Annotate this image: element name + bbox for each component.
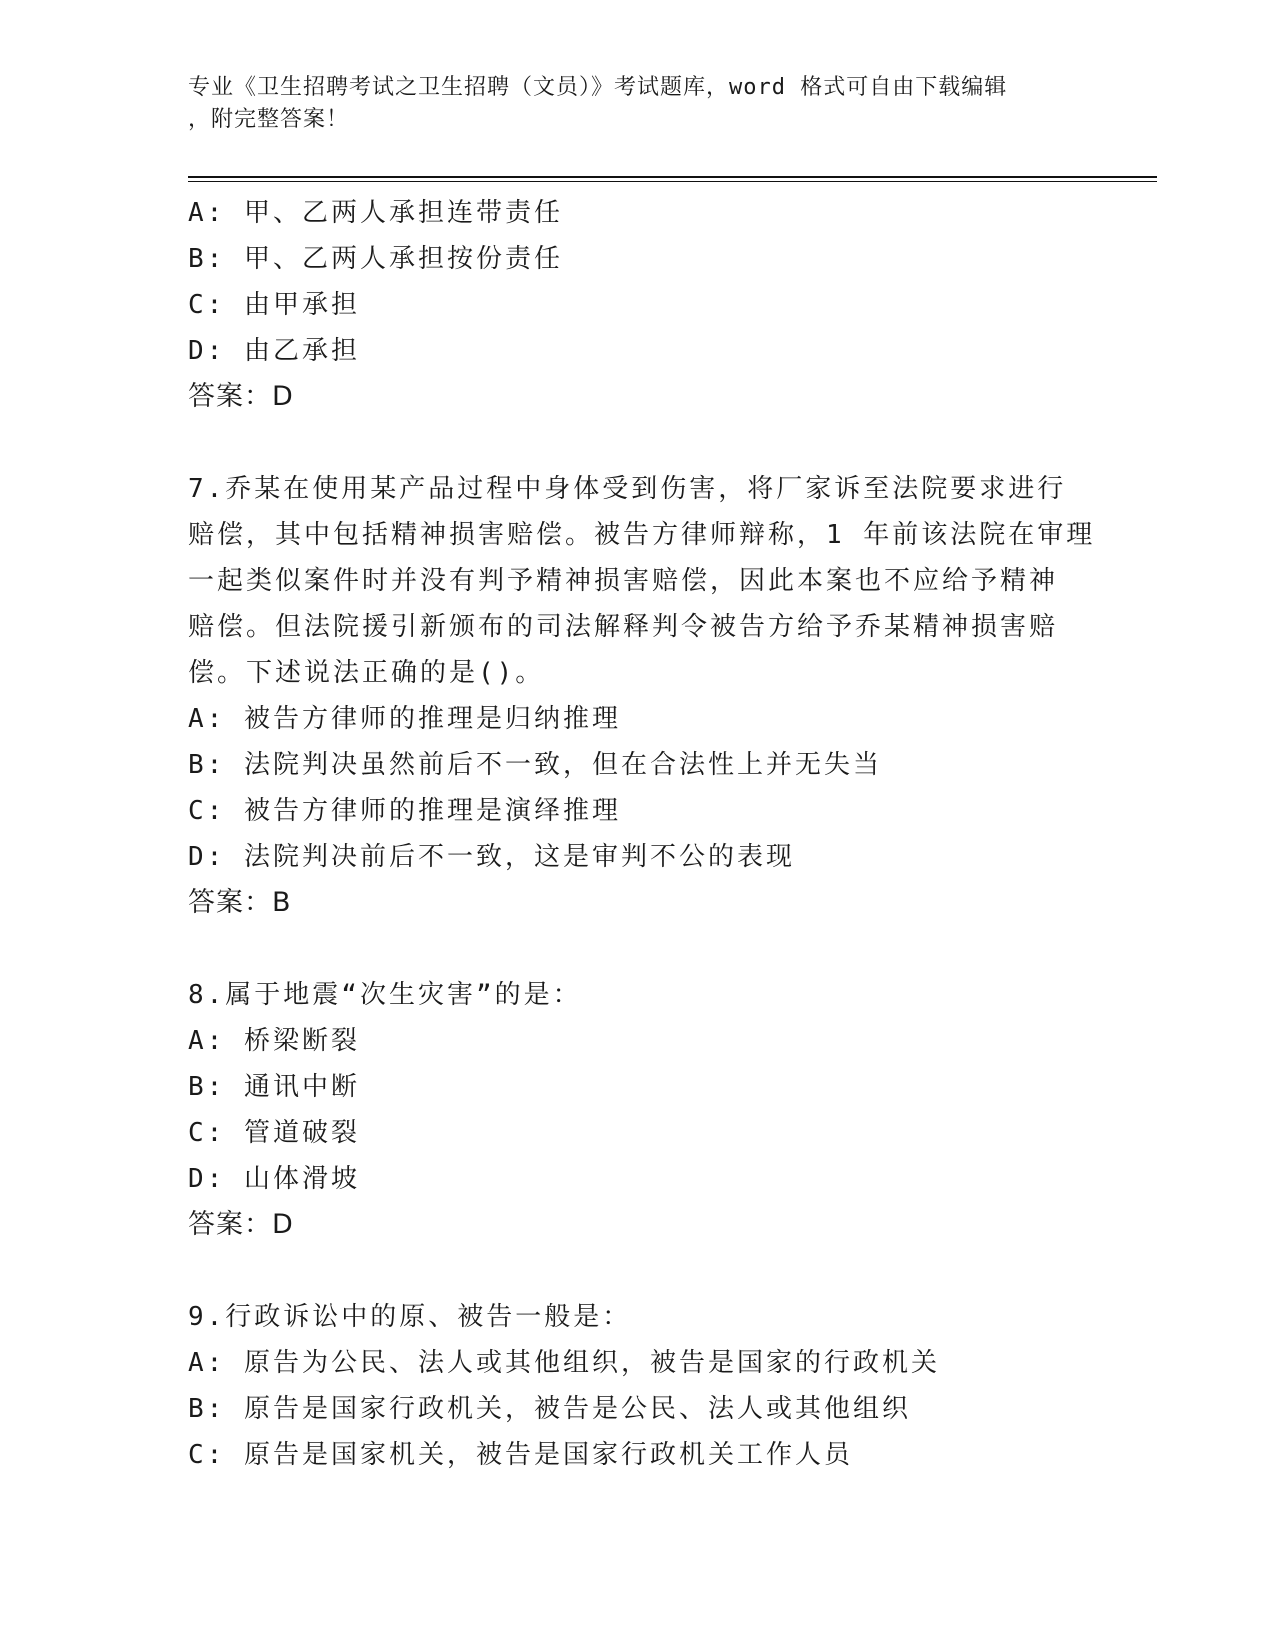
q8-option-d: D: 山体滑坡 [188, 1164, 360, 1194]
q6-option-a: A: 甲、乙两人承担连带责任 [188, 198, 563, 228]
q8-option-a: A: 桥梁断裂 [188, 1026, 360, 1056]
header-line-2: ，附完整答案！ [188, 107, 350, 132]
spacer [188, 420, 1088, 466]
q6-option-b: B: 甲、乙两人承担按份责任 [188, 244, 563, 274]
spacer [188, 1248, 1088, 1294]
q8-answer: 答案：D [188, 1209, 294, 1240]
header-line-1: 专业《卫生招聘考试之卫生招聘（文员）》考试题库，word 格式可自由下载编辑 [188, 75, 1008, 100]
question-8 [188, 972, 1088, 1248]
q7-option-a: A: 被告方律师的推理是归纳推理 [188, 704, 621, 734]
q8-option-c: C: 管道破裂 [188, 1118, 360, 1148]
q7-answer: 答案：B [188, 887, 292, 918]
q7-stem-line: 赔偿。但法院援引新颁布的司法解释判令被告方给予乔某精神损害赔 [188, 612, 1059, 642]
q7-stem-line: 7.乔某在使用某产品过程中身体受到伤害，将厂家诉至法院要求进行 [188, 474, 1067, 504]
q6-option-d: D: 由乙承担 [188, 336, 360, 366]
q7-stem-line: 偿。下述说法正确的是()。 [188, 658, 545, 688]
q7-option-d: D: 法院判决前后不一致，这是审判不公的表现 [188, 842, 795, 872]
q9-option-c: C: 原告是国家机关，被告是国家行政机关工作人员 [188, 1440, 853, 1470]
header-rule-thin [188, 181, 1157, 182]
q7-stem-line: 一起类似案件时并没有判予精神损害赔偿，因此本案也不应给予精神 [188, 566, 1059, 596]
q6-answer: 答案：D [188, 381, 294, 412]
question-7 [188, 466, 1096, 926]
question-9 [188, 1294, 1088, 1478]
q7-option-b: B: 法院判决虽然前后不一致，但在合法性上并无失当 [188, 750, 882, 780]
q7-stem-line: 赔偿，其中包括精神损害赔偿。被告方律师辩称，1 年前该法院在审理 [188, 520, 1096, 550]
question-6 [188, 190, 1088, 420]
q9-option-b: B: 原告是国家行政机关，被告是公民、法人或其他组织 [188, 1394, 911, 1424]
header-rule-thick [188, 176, 1157, 178]
q9-stem: 9.行政诉讼中的原、被告一般是： [188, 1302, 632, 1332]
q8-stem: 8.属于地震“次生灾害”的是： [188, 980, 582, 1010]
q8-option-b: B: 通讯中断 [188, 1072, 360, 1102]
document-header [188, 72, 1088, 136]
q9-option-a: A: 原告为公民、法人或其他组织，被告是国家的行政机关 [188, 1348, 940, 1378]
spacer [188, 926, 1088, 972]
question-content [188, 190, 1096, 1478]
q7-option-c: C: 被告方律师的推理是演绎推理 [188, 796, 621, 826]
q6-option-c: C: 由甲承担 [188, 290, 360, 320]
